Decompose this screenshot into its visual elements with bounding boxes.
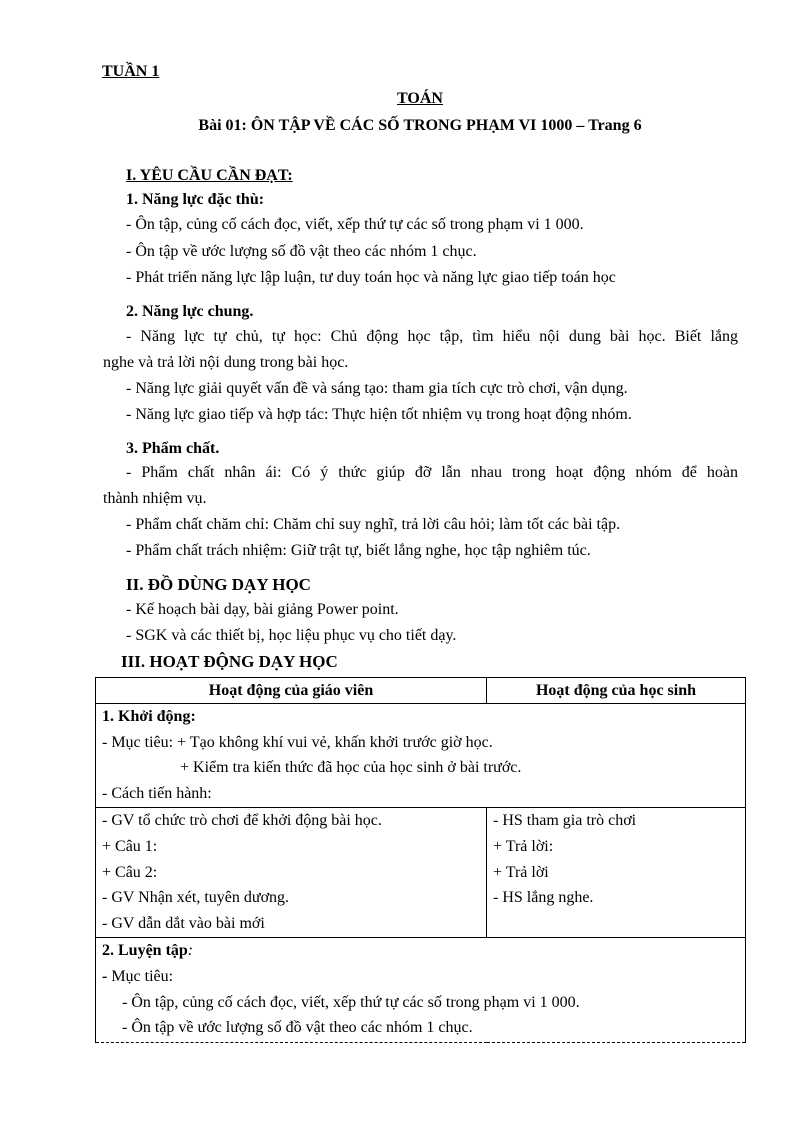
- sub3-item-3: - Phẩm chất trách nhiệm: Giữ trật tự, biết lắng nghe, học tập nghiêm túc.: [126, 542, 591, 559]
- student-step-3: + Trả lời: [493, 863, 549, 881]
- week-label: TUẦN 1: [102, 63, 160, 80]
- section3-heading: III. HOẠT ĐỘNG DẠY HỌC: [121, 652, 338, 671]
- section2-item-2: - SGK và các thiết bị, học liệu phục vụ cho tiết dạy.: [126, 627, 457, 644]
- section2-heading: II. ĐỒ DÙNG DẠY HỌC: [126, 575, 311, 594]
- part1-goal-line1: - Mục tiêu: + Tạo không khí vui vẻ, khấn khởi trước giờ học.: [102, 733, 493, 751]
- part2-heading-line: [102, 938, 739, 964]
- sub3-item-2: - Phẩm chất chăm chỉ: Chăm chỉ suy nghĩ, trả lời câu hỏi; làm tốt các bài tập.: [126, 516, 621, 533]
- student-step-2: + Trả lời:: [493, 837, 554, 855]
- part2-goal-label-line: [102, 964, 739, 990]
- sub2-item-3: - Năng lực giao tiếp và hợp tác: Thực hiện tốt nhiệm vụ trong hoạt động nhóm.: [126, 406, 632, 423]
- part2-goal-dash: -: [102, 967, 108, 985]
- col-student-header: Hoạt động của học sinh: [487, 678, 746, 704]
- student-step-4: - HS lắng nghe.: [493, 889, 594, 907]
- activities-table: [95, 677, 746, 1043]
- part1-activity-row: [96, 808, 746, 938]
- student-step-1: - HS tham gia trò chơi: [493, 812, 637, 830]
- sub3-item-1-line1: - Phẩm chất nhân ái: Có ý thức giúp đỡ lẫn nhau trong hoạt động nhóm để hoàn: [126, 464, 738, 481]
- part2-heading-suffix: :: [187, 942, 194, 960]
- part1-heading: 1. Khởi động:: [102, 708, 196, 725]
- part1-student-cell: [487, 808, 746, 938]
- sub1-item-3: - Phát triển năng lực lập luận, tư duy toán học và năng lực giao tiếp toán học: [126, 269, 616, 286]
- part1-process: - Cách tiến hành:: [102, 784, 212, 802]
- part2-row: [96, 938, 746, 1042]
- col-teacher-header: Hoạt động của giáo viên: [96, 678, 487, 704]
- sub1-item-2: - Ôn tập về ước lượng số đồ vật theo các nhóm 1 chục.: [126, 243, 477, 260]
- table-header-row: [96, 678, 746, 704]
- part1-teacher-cell: [96, 808, 487, 938]
- part2-goal-2: - Ôn tập về ước lượng số đồ vật theo các nhóm 1 chục.: [122, 1019, 473, 1037]
- sub1-item-1: - Ôn tập, củng cố cách đọc, viết, xếp thứ tự các số trong phạm vi 1 000.: [126, 216, 584, 233]
- sub3-item-1-line2: thành nhiệm vụ.: [103, 490, 207, 507]
- sub2-item-1-line2: nghe và trả lời nội dung trong bài học.: [103, 354, 349, 371]
- part2-goal-label: Mục tiêu:: [107, 967, 174, 985]
- subject-title: TOÁN: [397, 90, 443, 107]
- lesson-title: Bài 01: ÔN TẬP VỀ CÁC SỐ TRONG PHẠM VI 1000 – Trang 6: [198, 117, 642, 134]
- section2-item-1: - Kế hoạch bài dạy, bài giảng Power point.: [126, 601, 399, 618]
- teacher-step-4: - GV Nhận xét, tuyên dương.: [102, 889, 290, 907]
- section1-heading: I. YÊU CẦU CẦN ĐẠT:: [126, 167, 293, 184]
- teacher-step-3: + Câu 2:: [102, 863, 158, 881]
- part1-goal-line2: + Kiểm tra kiến thức đã học của học sinh ở bài trước.: [180, 759, 522, 777]
- teacher-step-1: - GV tổ chức trò chơi để khởi động bài học.: [102, 812, 382, 830]
- sub3-heading: 3. Phẩm chất.: [126, 440, 220, 457]
- part2-goal-1: - Ôn tập, củng cố cách đọc, viết, xếp thứ tự các số trong phạm vi 1 000.: [122, 993, 580, 1011]
- part1-intro-row: [96, 704, 746, 808]
- teacher-step-5: - GV dẫn dắt vào bài mới: [102, 914, 265, 932]
- teacher-step-2: + Câu 1:: [102, 837, 158, 855]
- sub2-heading: 2. Năng lực chung.: [126, 303, 254, 320]
- sub1-heading: 1. Năng lực đặc thù:: [126, 191, 265, 208]
- sub2-item-1-line1: - Năng lực tự chủ, tự học: Chủ động học tập, tìm hiểu nội dung bài học. Biết lắng: [126, 328, 738, 345]
- sub2-item-2: - Năng lực giải quyết vấn đề và sáng tạo: tham gia tích cực trò chơi, vận dụng.: [126, 380, 628, 397]
- part2-heading: 2. Luyện tập: [102, 942, 188, 960]
